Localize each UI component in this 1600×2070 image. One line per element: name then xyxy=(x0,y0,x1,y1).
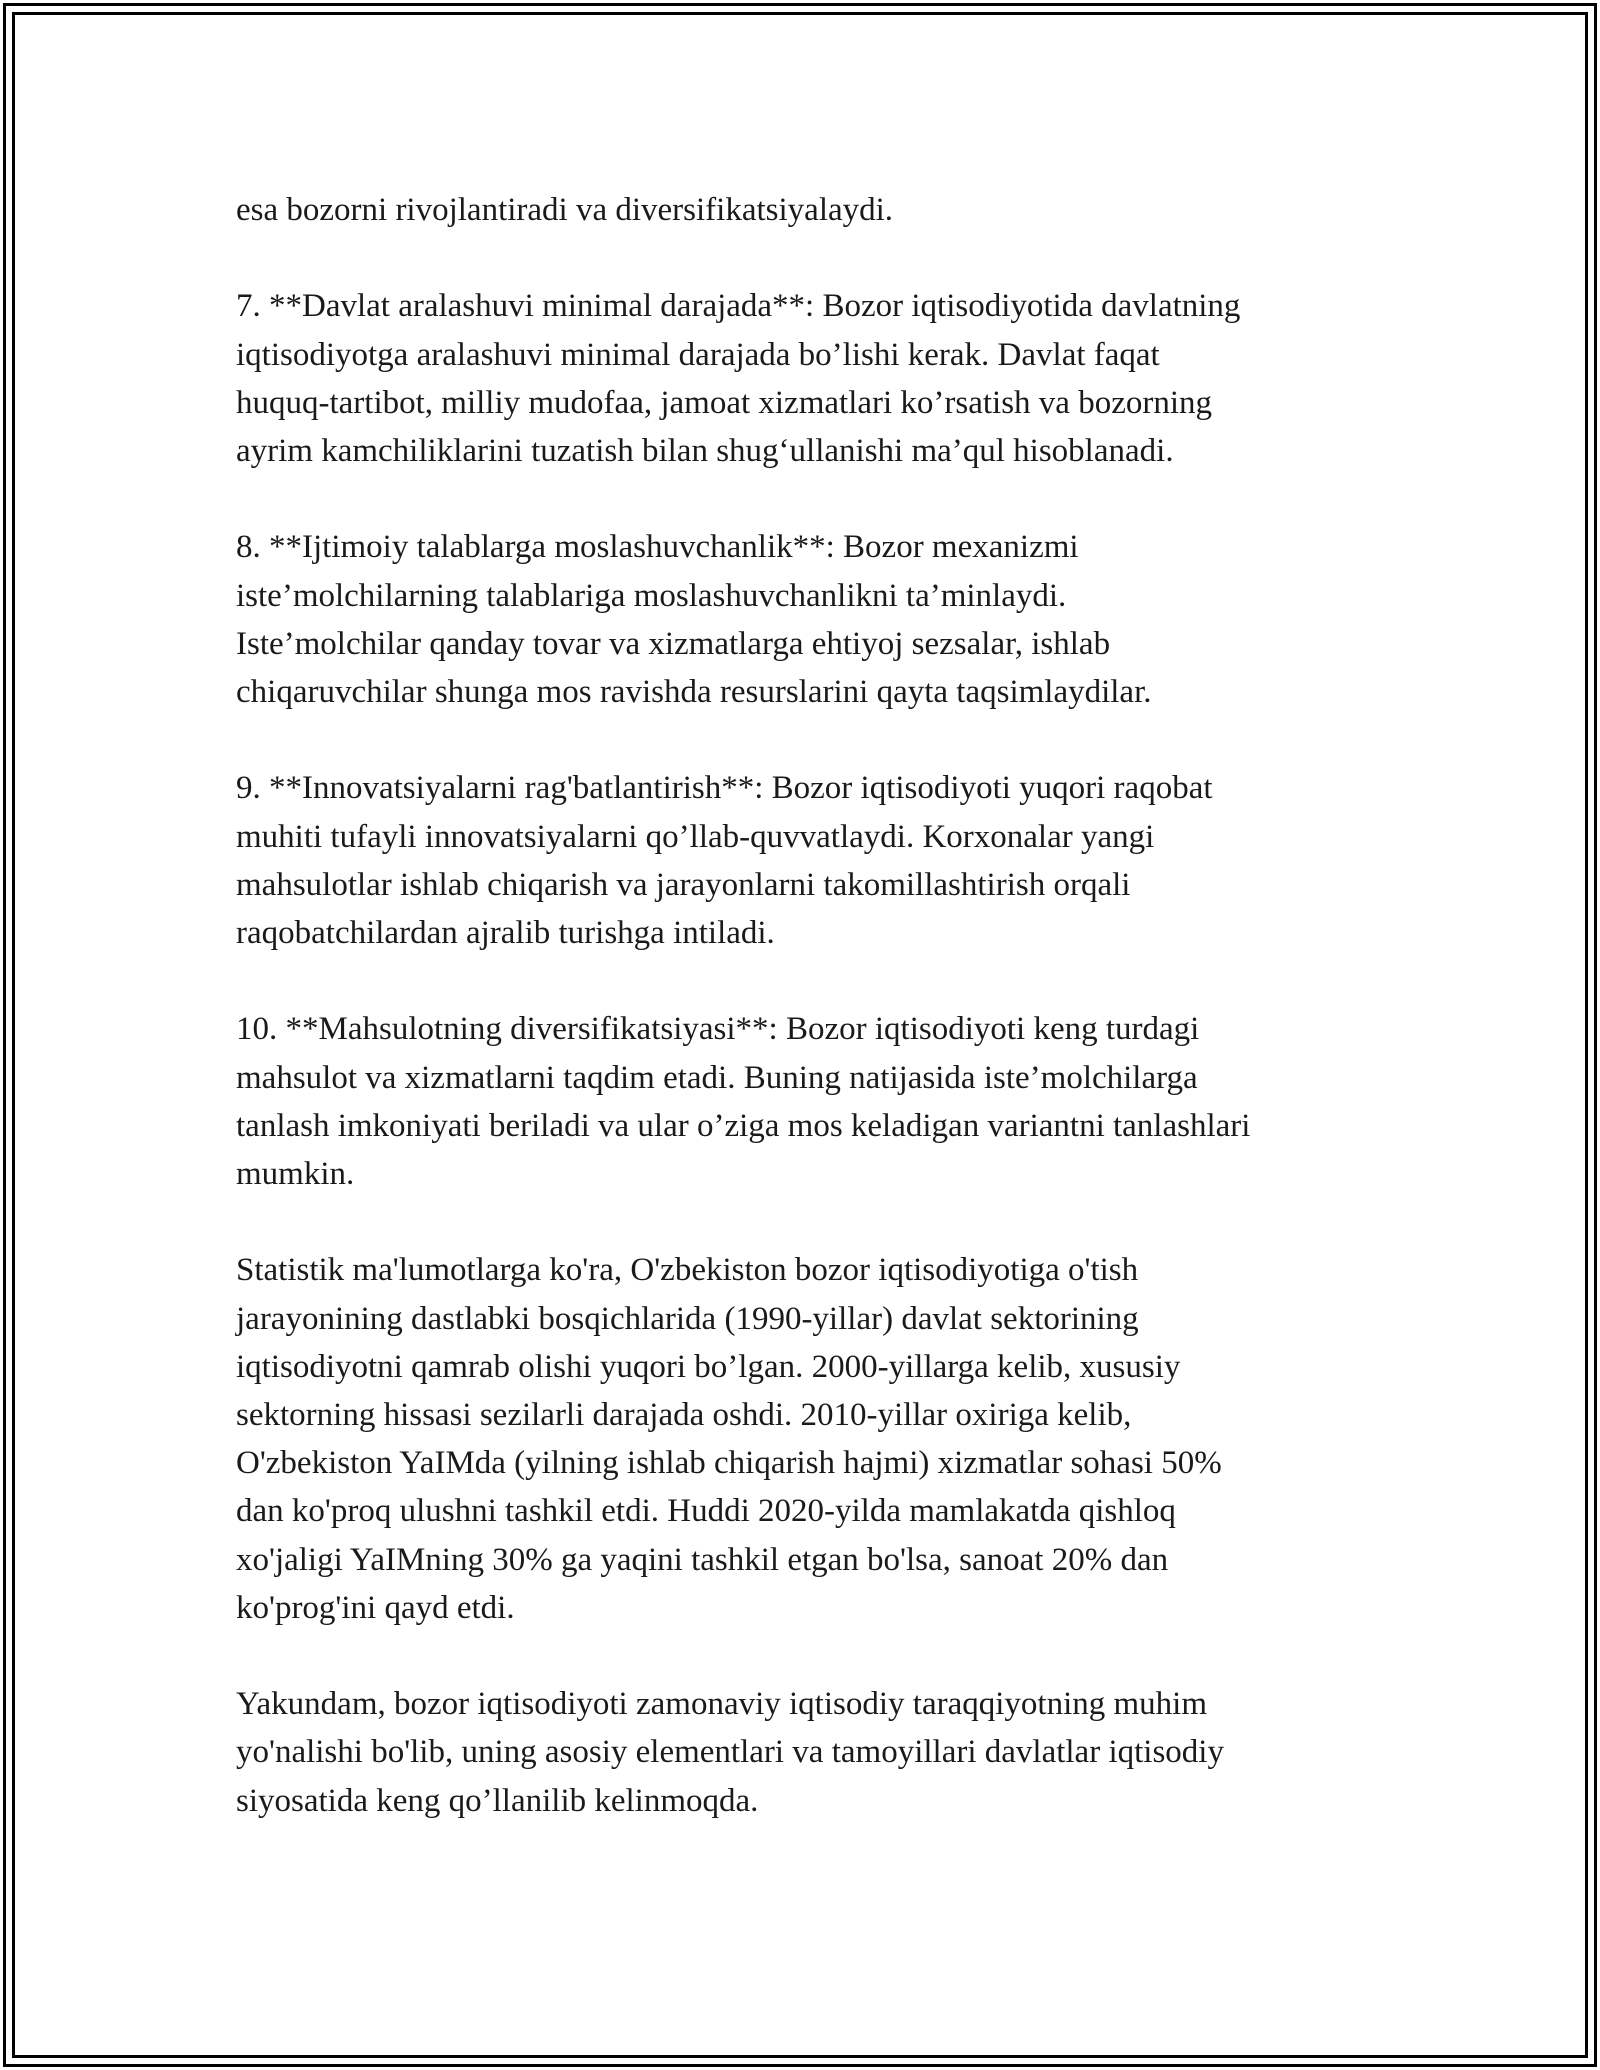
paragraph xyxy=(236,186,1366,234)
text-line: Yakundam, bozor iqtisodiyoti zamonaviy iqtisodiy taraqqiyotning muhim xyxy=(236,1686,1207,1723)
paragraph xyxy=(236,1005,1366,1198)
text-line: 10. **Mahsulotning diversifikatsiyasi**: Bozor iqtisodiyoti keng turdagi xyxy=(236,1011,1200,1048)
text-line: O'zbekiston YaIMda (yilning ishlab chiqarish hajmi) xizmatlar sohasi 50% xyxy=(236,1445,1222,1482)
text-line: jarayonining dastlabki bosqichlarida (1990-yillar) davlat sektorining xyxy=(236,1300,1139,1337)
text-line: raqobatchilardan ajralib turishga intiladi. xyxy=(236,915,775,951)
text-line: chiqaruvchilar shunga mos ravishda resurslarini qayta taqsimlaydilar. xyxy=(236,674,1152,710)
text-line: esa bozorni rivojlantiradi va diversifikatsiyalaydi. xyxy=(236,192,894,228)
paragraph xyxy=(236,764,1366,957)
text-line: 7. **Davlat aralashuvi minimal darajada**: Bozor iqtisodiyotida davlatning xyxy=(236,288,1241,325)
paragraph xyxy=(236,1246,1366,1632)
text-line: muhiti tufayli innovatsiyalarni qo’llab-quvvatlaydi. Korxonalar yangi xyxy=(236,818,1155,855)
paragraph xyxy=(236,523,1366,716)
document-body xyxy=(236,186,1366,1873)
text-line: mumkin. xyxy=(236,1156,355,1192)
text-line: huquq-tartibot, milliy mudofaa, jamoat xizmatlari ko’rsatish va bozorning xyxy=(236,384,1213,421)
text-line: Statistik ma'lumotlarga ko'ra, O'zbekiston bozor iqtisodiyotiga o'tish xyxy=(236,1252,1139,1289)
text-line: 9. **Innovatsiyalarni rag'batlantirish**: Bozor iqtisodiyoti yuqori raqobat xyxy=(236,770,1213,807)
text-line: iqtisodiyotga aralashuvi minimal darajada bo’lishi kerak. Davlat faqat xyxy=(236,336,1160,373)
paragraph xyxy=(236,282,1366,475)
text-line: mahsulotlar ishlab chiqarish va jarayonlarni takomillashtirish orqali xyxy=(236,866,1131,903)
text-line: xo'jaligi YaIMning 30% ga yaqini tashkil etgan bo'lsa, sanoat 20% dan xyxy=(236,1541,1169,1578)
text-line: Iste’molchilar qanday tovar va xizmatlarga ehtiyoj sezsalar, ishlab xyxy=(236,625,1111,662)
text-line: siyosatida keng qo’llanilib kelinmoqda. xyxy=(236,1782,759,1819)
text-line: sektorning hissasi sezilarli darajada oshdi. 2010-yillar oxiriga kelib, xyxy=(236,1397,1132,1433)
text-line: ko'prog'ini qayd etdi. xyxy=(236,1589,515,1626)
text-line: dan ko'proq ulushni tashkil etdi. Huddi 2020-yilda mamlakatda qishloq xyxy=(236,1493,1176,1530)
text-line: mahsulot va xizmatlarni taqdim etadi. Buning natijasida iste’molchilarga xyxy=(236,1059,1198,1096)
text-line: yo'nalishi bo'lib, uning asosiy elementlari va tamoyillari davlatlar iqtisodiy xyxy=(236,1734,1224,1771)
text-line: ayrim kamchiliklarini tuzatish bilan shug‘ullanishi ma’qul hisoblanadi. xyxy=(236,433,1174,469)
paragraph xyxy=(236,1680,1366,1825)
text-line: iste’molchilarning talablariga moslashuvchanlikni ta’minlaydi. xyxy=(236,577,1067,614)
text-line: tanlash imkoniyati beriladi va ular o’ziga mos keladigan variantni tanlashlari xyxy=(236,1107,1251,1144)
text-line: 8. **Ijtimoiy talablarga moslashuvchanlik**: Bozor mexanizmi xyxy=(236,529,1079,566)
text-line: iqtisodiyotni qamrab olishi yuqori bo’lgan. 2000-yillarga kelib, xususiy xyxy=(236,1348,1181,1385)
